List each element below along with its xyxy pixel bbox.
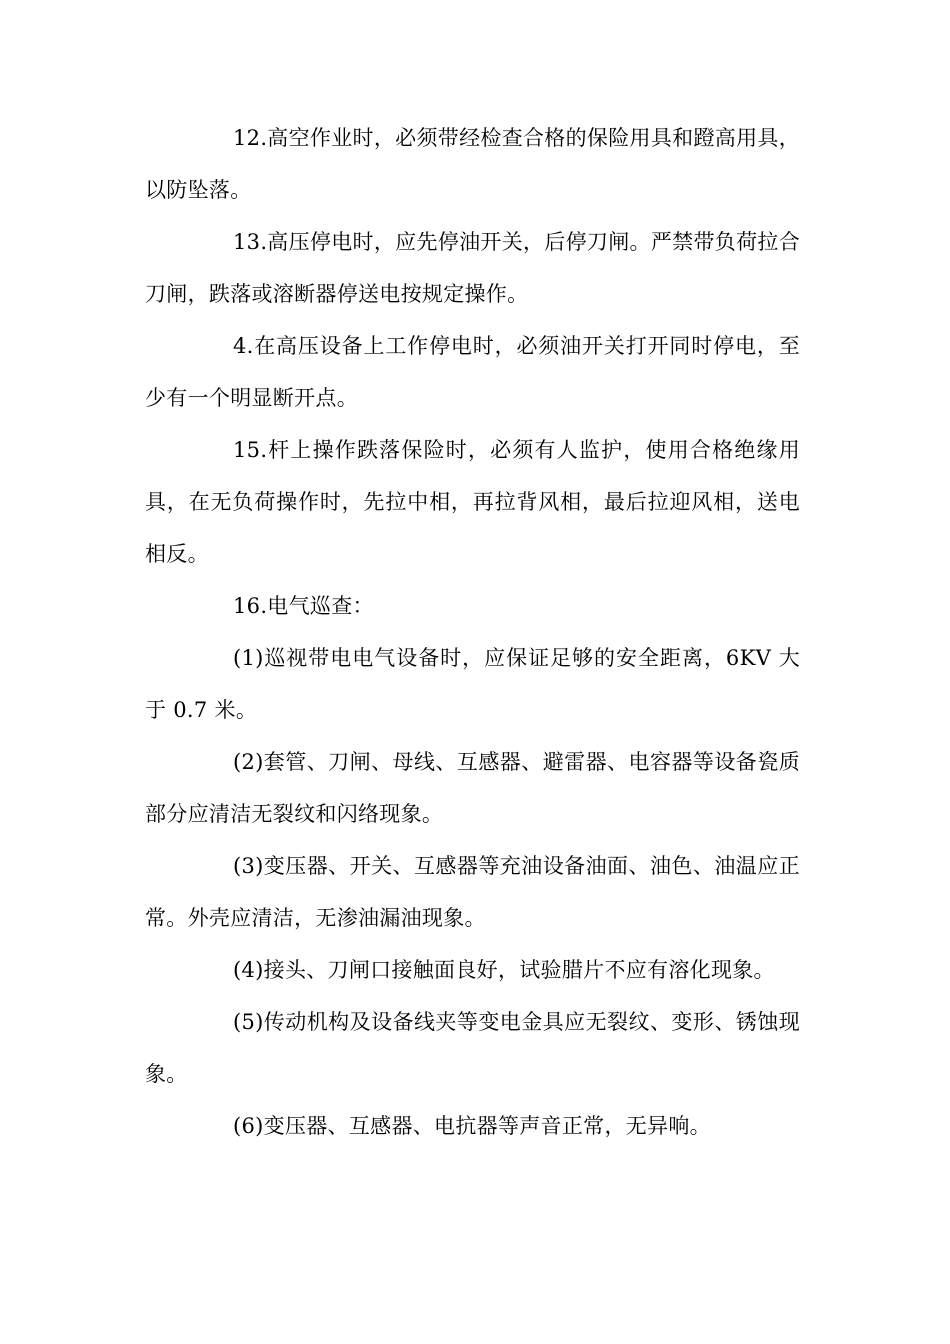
list-item-2: (2)套管、刀闸、母线、互感器、避雷器、电容器等设备瓷质部分应清洁无裂纹和闪络现象。	[145, 750, 800, 826]
paragraph-16-heading: 16.电气巡查：	[233, 594, 374, 618]
paragraph-15: 15.杆上操作跌落保险时，必须有人监护，使用合格绝缘用具，在无负荷操作时，先拉中相，再拉背风相，最后拉迎风相，送电相反。	[145, 438, 800, 566]
paragraph-12: 12.高空作业时，必须带经检查合格的保险用具和蹬高用具，以防坠落。	[145, 126, 800, 202]
paragraph-13: 13.高压停电时，应先停油开关，后停刀闸。严禁带负荷拉合刀闸，跌落或溶断器停送电按规定操作。	[145, 230, 800, 306]
list-item-4: (4)接头、刀闸口接触面良好，试验腊片不应有溶化现象。	[233, 958, 775, 982]
document-page	[145, 112, 800, 1152]
list-item-6: (6)变压器、互感器、电抗器等声音正常，无异响。	[233, 1114, 711, 1138]
paragraph-14: 4.在高压设备上工作停电时，必须油开关打开同时停电，至少有一个明显断开点。	[145, 334, 800, 410]
list-item-5: (5)传动机构及设备线夹等变电金具应无裂纹、变形、锈蚀现象。	[145, 1010, 800, 1086]
list-item-3: (3)变压器、开关、互感器等充油设备油面、油色、油温应正常。外壳应清洁，无渗油漏油现象。	[145, 854, 800, 930]
list-item-1: (1)巡视带电电气设备时，应保证足够的安全距离，6KV 大于 0.7 米。	[145, 646, 800, 722]
